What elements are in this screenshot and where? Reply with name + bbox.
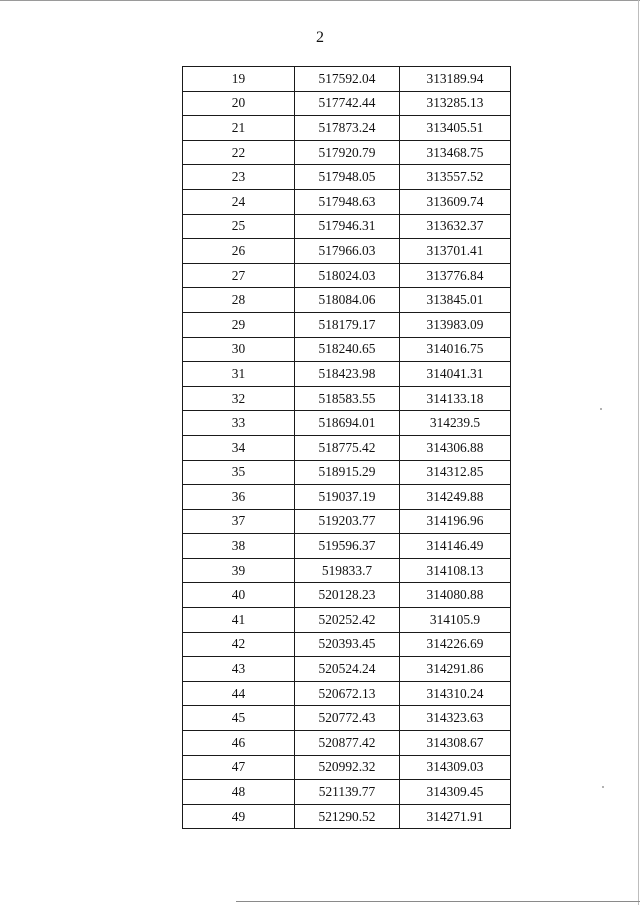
x-coordinate-cell: 518084.06: [295, 288, 400, 313]
x-coordinate-cell: 518775.42: [295, 435, 400, 460]
y-coordinate-cell: 314133.18: [400, 386, 511, 411]
x-coordinate-cell: 517946.31: [295, 214, 400, 239]
x-coordinate-cell: 517920.79: [295, 140, 400, 165]
table-row: [183, 731, 511, 756]
y-coordinate-cell: 314271.91: [400, 804, 511, 829]
x-coordinate-cell: 518240.65: [295, 337, 400, 362]
x-coordinate-cell: 518024.03: [295, 263, 400, 288]
point-number-cell: 36: [183, 485, 295, 510]
point-number-cell: 40: [183, 583, 295, 608]
x-coordinate-cell: 521139.77: [295, 780, 400, 805]
table-row: [183, 312, 511, 337]
y-coordinate-cell: 314146.49: [400, 534, 511, 559]
point-number-cell: 45: [183, 706, 295, 731]
point-number-cell: 26: [183, 239, 295, 264]
page-right-edge: [638, 0, 639, 905]
x-coordinate-cell: 517966.03: [295, 239, 400, 264]
table-row: [183, 509, 511, 534]
y-coordinate-cell: 313701.41: [400, 239, 511, 264]
y-coordinate-cell: 314239.5: [400, 411, 511, 436]
table-row: [183, 116, 511, 141]
point-number-cell: 32: [183, 386, 295, 411]
x-coordinate-cell: 520877.42: [295, 731, 400, 756]
table-row: [183, 804, 511, 829]
table-row: [183, 337, 511, 362]
table-row: [183, 780, 511, 805]
table-row: [183, 632, 511, 657]
table-row: [183, 558, 511, 583]
y-coordinate-cell: 314309.03: [400, 755, 511, 780]
scan-speck: [600, 408, 602, 410]
y-coordinate-cell: 313983.09: [400, 312, 511, 337]
point-number-cell: 28: [183, 288, 295, 313]
y-coordinate-cell: 314105.9: [400, 608, 511, 633]
table-row: [183, 460, 511, 485]
x-coordinate-cell: 520524.24: [295, 657, 400, 682]
point-number-cell: 31: [183, 362, 295, 387]
y-coordinate-cell: 313776.84: [400, 263, 511, 288]
y-coordinate-cell: 314309.45: [400, 780, 511, 805]
y-coordinate-cell: 314196.96: [400, 509, 511, 534]
x-coordinate-cell: 519203.77: [295, 509, 400, 534]
point-number-cell: 30: [183, 337, 295, 362]
x-coordinate-cell: 520252.42: [295, 608, 400, 633]
x-coordinate-cell: 519596.37: [295, 534, 400, 559]
x-coordinate-cell: 517948.05: [295, 165, 400, 190]
table-row: [183, 67, 511, 92]
point-number-cell: 39: [183, 558, 295, 583]
table-row: [183, 608, 511, 633]
y-coordinate-cell: 314308.67: [400, 731, 511, 756]
point-number-cell: 43: [183, 657, 295, 682]
point-number-cell: 44: [183, 681, 295, 706]
x-coordinate-cell: 518583.55: [295, 386, 400, 411]
table-row: [183, 362, 511, 387]
y-coordinate-cell: 314016.75: [400, 337, 511, 362]
table-row: [183, 657, 511, 682]
table-row: [183, 239, 511, 264]
x-coordinate-cell: 517948.63: [295, 189, 400, 214]
y-coordinate-cell: 313609.74: [400, 189, 511, 214]
y-coordinate-cell: 314226.69: [400, 632, 511, 657]
table-row: [183, 91, 511, 116]
scan-speck: [602, 786, 604, 788]
point-number-cell: 21: [183, 116, 295, 141]
y-coordinate-cell: 313189.94: [400, 67, 511, 92]
table-row: [183, 140, 511, 165]
point-number-cell: 34: [183, 435, 295, 460]
point-number-cell: 46: [183, 731, 295, 756]
coordinates-table: [182, 66, 511, 829]
y-coordinate-cell: 314249.88: [400, 485, 511, 510]
table-row: [183, 706, 511, 731]
x-coordinate-cell: 518694.01: [295, 411, 400, 436]
point-number-cell: 33: [183, 411, 295, 436]
y-coordinate-cell: 314310.24: [400, 681, 511, 706]
x-coordinate-cell: 517873.24: [295, 116, 400, 141]
x-coordinate-cell: 519037.19: [295, 485, 400, 510]
table-row: [183, 386, 511, 411]
table-row: [183, 214, 511, 239]
point-number-cell: 49: [183, 804, 295, 829]
x-coordinate-cell: 519833.7: [295, 558, 400, 583]
x-coordinate-cell: 521290.52: [295, 804, 400, 829]
x-coordinate-cell: 520772.43: [295, 706, 400, 731]
point-number-cell: 20: [183, 91, 295, 116]
table-row: [183, 534, 511, 559]
point-number-cell: 48: [183, 780, 295, 805]
x-coordinate-cell: 518915.29: [295, 460, 400, 485]
point-number-cell: 38: [183, 534, 295, 559]
x-coordinate-cell: 517742.44: [295, 91, 400, 116]
page-top-edge: [0, 0, 640, 1]
y-coordinate-cell: 314041.31: [400, 362, 511, 387]
point-number-cell: 24: [183, 189, 295, 214]
point-number-cell: 42: [183, 632, 295, 657]
table-row: [183, 681, 511, 706]
point-number-cell: 35: [183, 460, 295, 485]
x-coordinate-cell: 520672.13: [295, 681, 400, 706]
y-coordinate-cell: 314312.85: [400, 460, 511, 485]
point-number-cell: 22: [183, 140, 295, 165]
page-bottom-edge: [236, 901, 640, 902]
y-coordinate-cell: 313632.37: [400, 214, 511, 239]
table-row: [183, 583, 511, 608]
point-number-cell: 37: [183, 509, 295, 534]
point-number-cell: 29: [183, 312, 295, 337]
point-number-cell: 47: [183, 755, 295, 780]
table-row: [183, 411, 511, 436]
table-row: [183, 288, 511, 313]
table-row: [183, 263, 511, 288]
y-coordinate-cell: 314306.88: [400, 435, 511, 460]
x-coordinate-cell: 520128.23: [295, 583, 400, 608]
y-coordinate-cell: 313557.52: [400, 165, 511, 190]
table-row: [183, 435, 511, 460]
x-coordinate-cell: 518179.17: [295, 312, 400, 337]
coordinates-table-body: [183, 67, 511, 829]
y-coordinate-cell: 314323.63: [400, 706, 511, 731]
point-number-cell: 41: [183, 608, 295, 633]
y-coordinate-cell: 314080.88: [400, 583, 511, 608]
table-row: [183, 485, 511, 510]
x-coordinate-cell: 520992.32: [295, 755, 400, 780]
table-row: [183, 165, 511, 190]
y-coordinate-cell: 314291.86: [400, 657, 511, 682]
y-coordinate-cell: 313285.13: [400, 91, 511, 116]
point-number-cell: 19: [183, 67, 295, 92]
page-number: 2: [316, 29, 324, 46]
point-number-cell: 23: [183, 165, 295, 190]
point-number-cell: 27: [183, 263, 295, 288]
y-coordinate-cell: 313405.51: [400, 116, 511, 141]
x-coordinate-cell: 520393.45: [295, 632, 400, 657]
y-coordinate-cell: 314108.13: [400, 558, 511, 583]
y-coordinate-cell: 313845.01: [400, 288, 511, 313]
point-number-cell: 25: [183, 214, 295, 239]
table-row: [183, 189, 511, 214]
table-row: [183, 755, 511, 780]
y-coordinate-cell: 313468.75: [400, 140, 511, 165]
x-coordinate-cell: 517592.04: [295, 67, 400, 92]
x-coordinate-cell: 518423.98: [295, 362, 400, 387]
